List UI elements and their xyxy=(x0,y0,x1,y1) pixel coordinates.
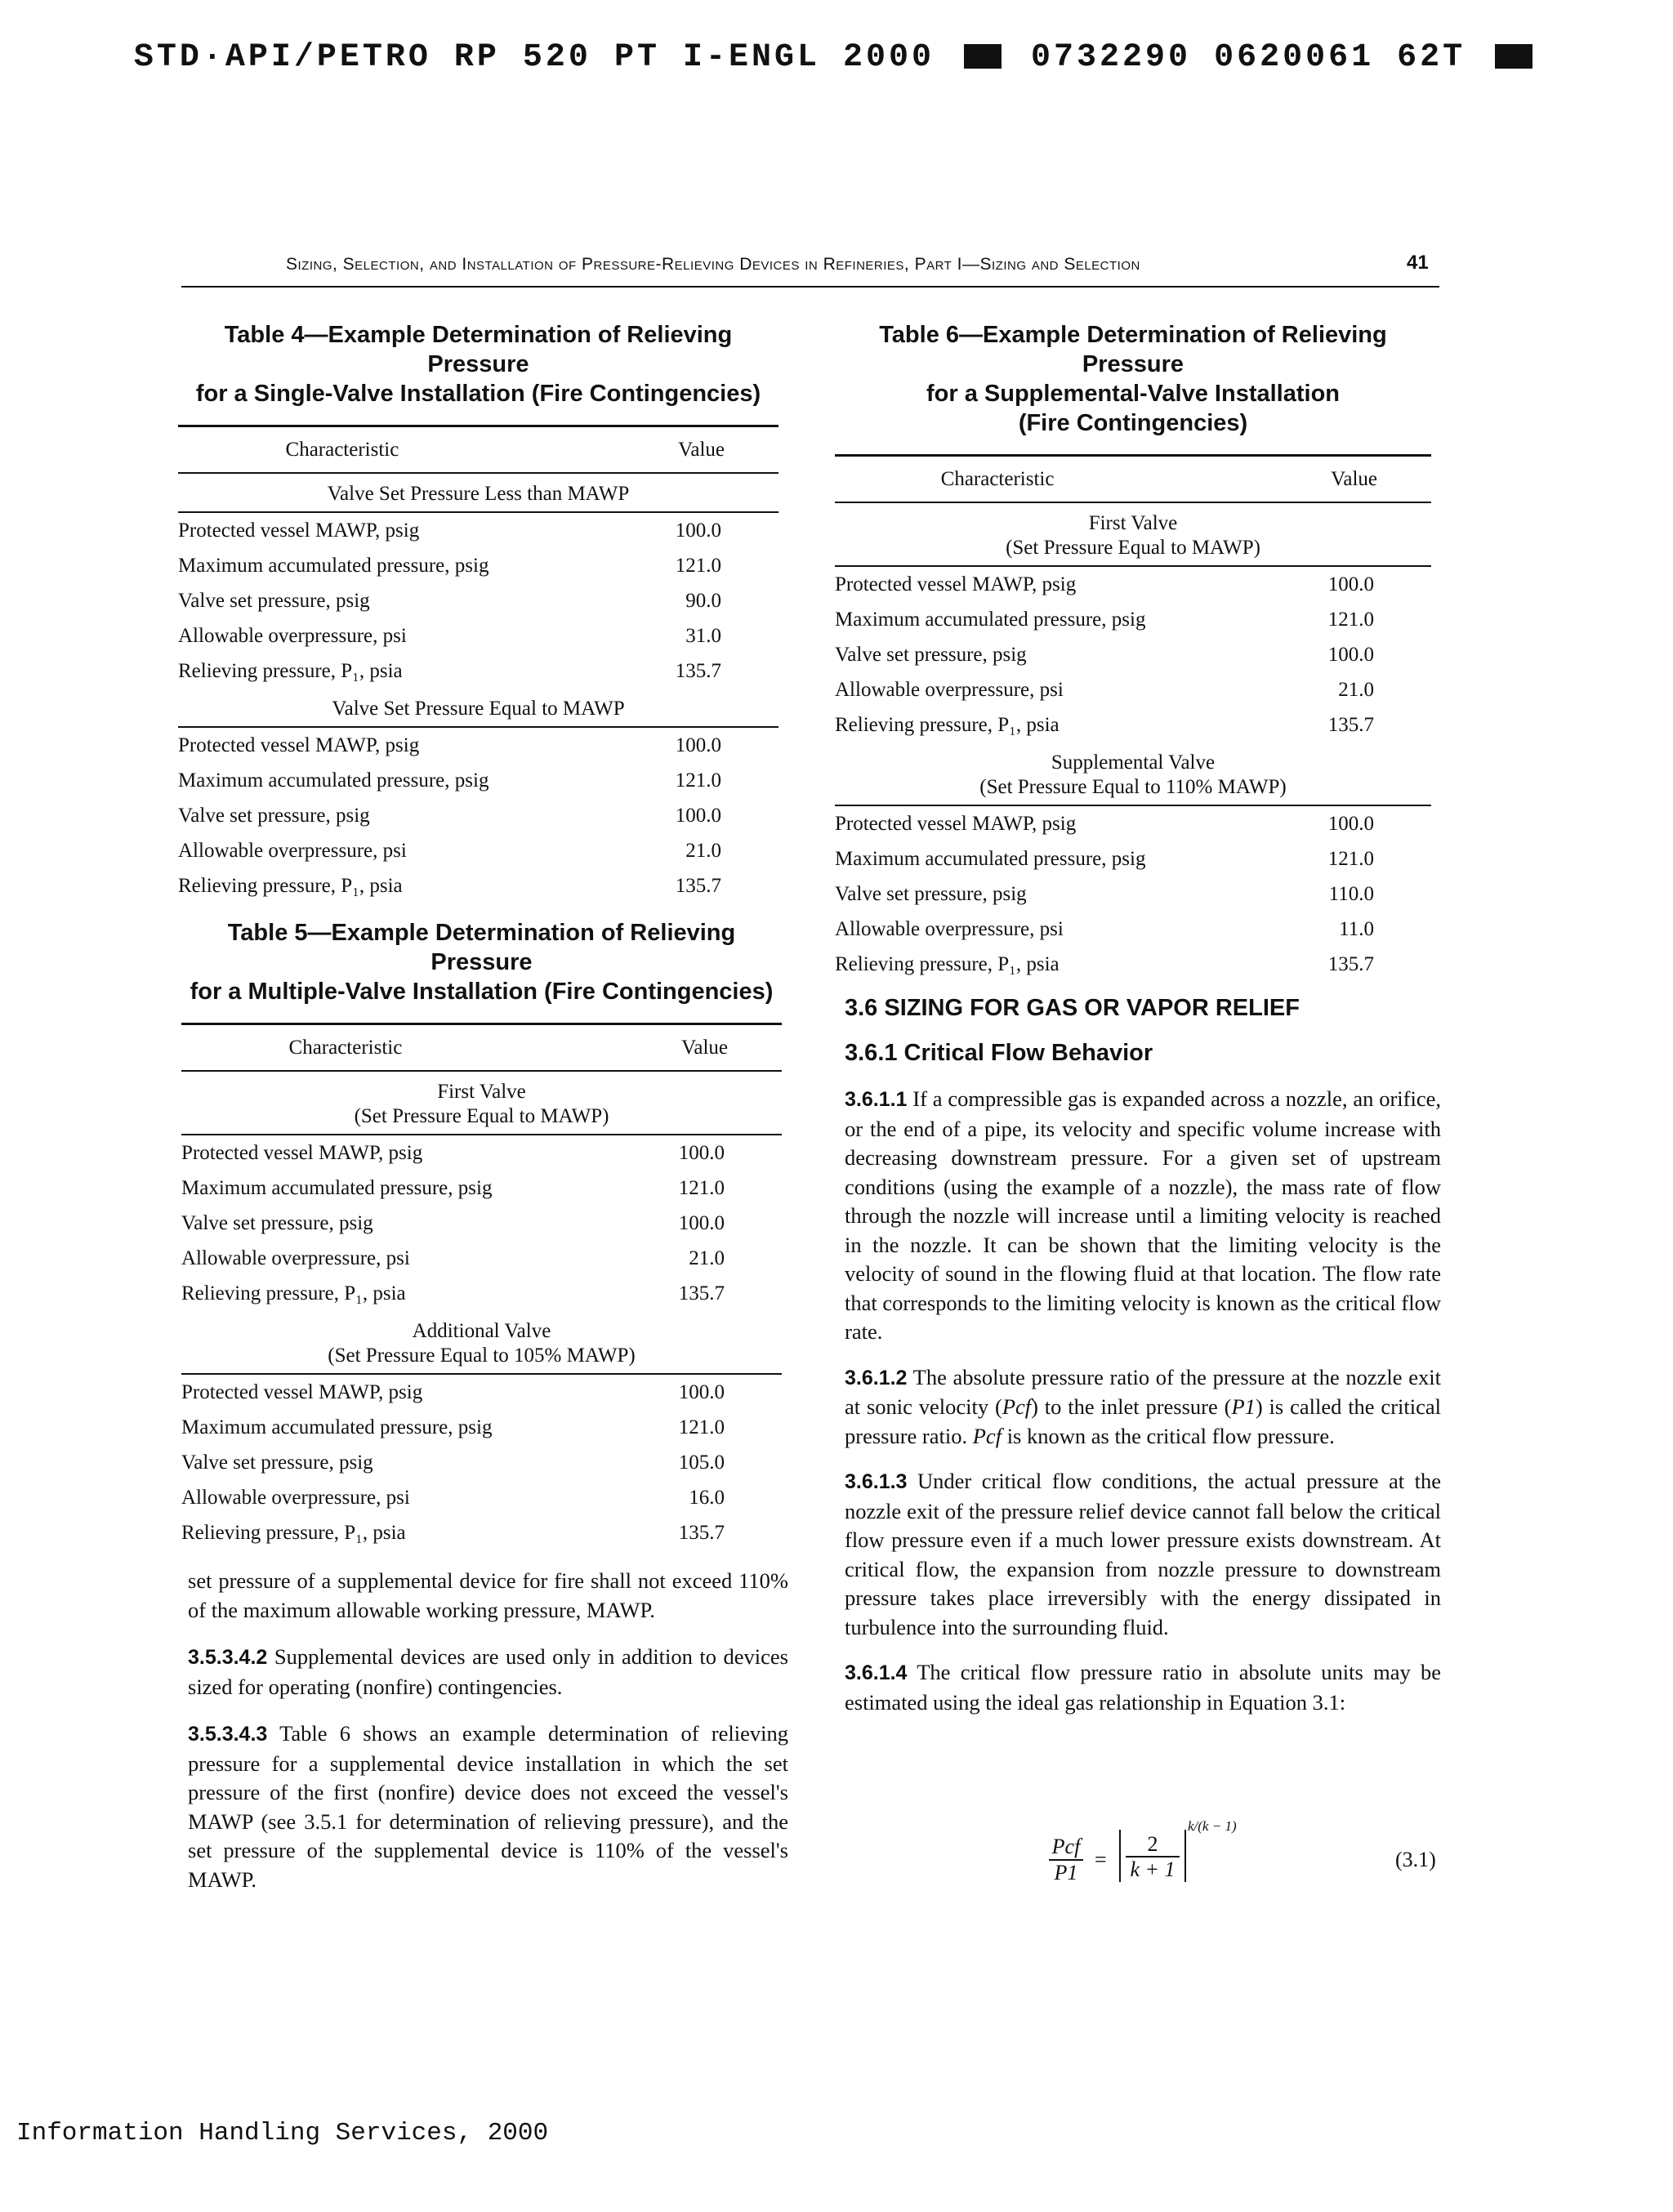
row-value: 135.7 xyxy=(1327,952,1374,975)
table-row xyxy=(835,912,1431,947)
row-value: 110.0 xyxy=(1328,882,1374,905)
row-value: 135.7 xyxy=(678,1521,725,1544)
row-label: Relieving pressure, P₁, psia xyxy=(178,659,403,682)
row-value: 100.0 xyxy=(675,519,721,542)
row-value: 121.0 xyxy=(1327,847,1374,870)
denominator: k + 1 xyxy=(1130,1857,1176,1881)
paragraph-text: Supplemental devices are used only in addition to devices sized for operating (nonfire) contingencies. xyxy=(188,1644,788,1699)
row-value: 11.0 xyxy=(1339,917,1374,940)
table-row xyxy=(835,637,1431,672)
row-label: Maximum accumulated pressure, psig xyxy=(178,554,489,577)
table-row xyxy=(835,707,1431,743)
row-value: 121.0 xyxy=(675,769,721,792)
table-row xyxy=(181,1374,782,1410)
paragraph-text: Under critical flow conditions, the actual pressure at the nozzle exit of the pressure relief device cannot fall below the critical flow pressure even if a much lower pressure exists downstream. At critical flow, the expansion from nozzle pressure to downstream pressure takes place irreversibly with the energy dissipated in turbulence into the surrounding fluid. xyxy=(845,1469,1441,1639)
section-title-line: First Valve xyxy=(437,1081,526,1103)
row-value: 105.0 xyxy=(678,1451,725,1474)
row-label: Maximum accumulated pressure, psig xyxy=(835,847,1146,870)
table-row xyxy=(178,653,779,689)
table-row xyxy=(181,1480,782,1515)
page-number: 41 xyxy=(1407,252,1429,274)
row-value: 100.0 xyxy=(678,1211,725,1234)
row-label: Protected vessel MAWP, psig xyxy=(181,1380,423,1403)
caption-line: (Fire Contingencies) xyxy=(1018,410,1248,436)
table-row xyxy=(178,583,779,618)
column-header: Characteristic xyxy=(178,426,629,474)
table-row xyxy=(181,1410,782,1445)
paragraph xyxy=(188,1719,788,1894)
row-label: Protected vessel MAWP, psig xyxy=(835,812,1077,835)
row-value: 135.7 xyxy=(675,659,721,682)
caption-line: for a Supplemental-Valve Installation xyxy=(926,381,1340,407)
table-6-caption xyxy=(835,320,1431,438)
paragraph-number: 3.5.3.4.2 xyxy=(188,1646,268,1669)
table-5-caption xyxy=(181,918,782,1006)
section-title-row xyxy=(181,1311,782,1374)
row-value: 100.0 xyxy=(678,1380,725,1403)
paragraph-text: Table 6 shows an example determination of relieving pressure for a supplemental device installation in which the set pressure of the first (nonfire) device does not exceed the vessel's MAWP (see 3.5.1 for determination of relieving pressure), and the set pressure of the supplemental device is 110% of the vessel's MAWP. xyxy=(188,1721,788,1892)
table-row xyxy=(835,566,1431,602)
row-value: 100.0 xyxy=(675,804,721,827)
variable-p1: P1 xyxy=(1231,1394,1256,1419)
table-row xyxy=(835,602,1431,637)
section-title-line: (Set Pressure Equal to 105% MAWP) xyxy=(328,1345,636,1367)
section-title xyxy=(835,502,1431,566)
row-value: 121.0 xyxy=(675,554,721,577)
variable-pcf: Pcf xyxy=(972,1423,1002,1448)
table-row xyxy=(835,947,1431,982)
header-rule xyxy=(181,286,1439,288)
row-value: 121.0 xyxy=(678,1416,725,1438)
paragraph xyxy=(845,1363,1441,1452)
table-header-row xyxy=(178,426,779,474)
row-label: Maximum accumulated pressure, psig xyxy=(835,608,1146,631)
row-label: Relieving pressure, P₁, psia xyxy=(181,1521,406,1544)
caption-line: Table 5—Example Determination of Relieving Pressure xyxy=(227,920,736,975)
equation-number: (3.1) xyxy=(1395,1848,1436,1871)
black-mark xyxy=(1495,44,1532,69)
table-row xyxy=(181,1206,782,1241)
table-4-caption xyxy=(178,320,779,408)
paragraph-number: 3.6.1.1 xyxy=(845,1088,908,1111)
table-row xyxy=(178,763,779,798)
row-label: Allowable overpressure, psi xyxy=(178,624,407,647)
row-label: Protected vessel MAWP, psig xyxy=(181,1141,423,1164)
equation-3-1 xyxy=(1049,1818,1294,1892)
table-row xyxy=(181,1171,782,1206)
row-label: Allowable overpressure, psi xyxy=(835,678,1064,701)
row-label: Valve set pressure, psig xyxy=(178,589,370,612)
row-label: Valve set pressure, psig xyxy=(835,882,1027,905)
exponent: k/(k − 1) xyxy=(1188,1818,1237,1834)
row-value: 16.0 xyxy=(689,1486,725,1509)
denominator: P1 xyxy=(1054,1861,1078,1884)
row-label: Allowable overpressure, psi xyxy=(181,1486,410,1509)
row-value: 121.0 xyxy=(1327,608,1374,631)
footer-text: Information Handling Services, 2000 xyxy=(16,2119,549,2147)
paragraph-text: ) is called the critical pressure ratio. xyxy=(845,1394,1441,1448)
row-label: Maximum accumulated pressure, psig xyxy=(181,1416,493,1438)
table-row xyxy=(835,672,1431,707)
table-row xyxy=(181,1445,782,1480)
document-code-header xyxy=(0,39,1673,76)
table-row xyxy=(835,841,1431,876)
paragraph: set pressure of a supplemental device for fire shall not exceed 110% of the maximum allowable working pressure, MAWP. xyxy=(188,1568,788,1622)
left-column-text xyxy=(188,1567,788,1894)
table-row xyxy=(181,1135,782,1171)
table-5 xyxy=(181,918,782,1550)
row-value: 135.7 xyxy=(675,874,721,897)
section-title-row xyxy=(835,502,1431,566)
caption-line: for a Single-Valve Installation (Fire Contingencies) xyxy=(195,381,761,407)
equals-sign: = xyxy=(1095,1848,1107,1871)
row-value: 135.7 xyxy=(678,1282,725,1304)
table-row xyxy=(178,833,779,868)
section-title: Valve Set Pressure Equal to MAWP xyxy=(178,689,779,727)
section-title-line: Supplemental Valve xyxy=(1051,751,1216,774)
section-title xyxy=(835,743,1431,805)
column-header: Characteristic xyxy=(835,456,1283,503)
fraction-left xyxy=(1049,1835,1083,1885)
running-title: Sizing, Selection, and Installation of Pressure-Relieving Devices in Refineries, Part I—Sizing and Selection xyxy=(286,255,1140,274)
row-label: Relieving pressure, P₁, psia xyxy=(181,1282,406,1304)
row-label: Maximum accumulated pressure, psig xyxy=(181,1176,493,1199)
variable-pcf: Pcf xyxy=(1002,1394,1032,1419)
table-row xyxy=(178,727,779,763)
table-row xyxy=(178,548,779,583)
row-label: Valve set pressure, psig xyxy=(181,1451,373,1474)
section-title-line: (Set Pressure Equal to MAWP) xyxy=(354,1105,609,1127)
table-5-grid xyxy=(181,1023,782,1550)
right-column-text xyxy=(845,995,1441,1717)
section-title-row xyxy=(181,1071,782,1135)
standard-code: 0732290 0620061 62T xyxy=(1031,39,1466,76)
table-row xyxy=(178,618,779,653)
row-value: 31.0 xyxy=(685,624,721,647)
row-label: Allowable overpressure, psi xyxy=(835,917,1064,940)
section-title-line: Additional Valve xyxy=(412,1320,551,1342)
section-title xyxy=(181,1311,782,1374)
section-title-row xyxy=(835,743,1431,805)
section-title-row xyxy=(178,689,779,727)
section-title xyxy=(181,1071,782,1135)
row-label: Relieving pressure, P₁, psia xyxy=(178,874,403,897)
section-title-line: First Valve xyxy=(1088,512,1178,534)
paragraph-text: ) to the inlet pressure ( xyxy=(1031,1394,1232,1419)
paragraph xyxy=(845,1467,1441,1642)
paragraph-text: The critical flow pressure ratio in absolute units may be estimated using the ideal gas relationship in Equation 3.1: xyxy=(845,1660,1441,1715)
table-header-row xyxy=(835,456,1431,503)
row-label: Valve set pressure, psig xyxy=(835,643,1027,666)
table-header-row xyxy=(181,1024,782,1072)
table-row xyxy=(181,1241,782,1276)
table-row xyxy=(178,868,779,903)
column-header: Value xyxy=(632,1024,782,1072)
paragraph-text: If a compressible gas is expanded across a nozzle, an orifice, or the end of a pipe, its velocity and specific volume increase with decreasing downstream pressure. For a given set of upstream conditions (using the example of a nozzle), the mass rate of flow through the nozzle will increase until a limiting velocity is reached in the nozzle. It can be shown that the limiting velocity is the velocity of sound in the flowing fluid at that location. The flow rate that corresponds to the limiting velocity is known as the critical flow rate. xyxy=(845,1086,1441,1344)
column-header: Value xyxy=(629,426,779,474)
subsection-heading: 3.6.1 Critical Flow Behavior xyxy=(845,1040,1153,1066)
row-value: 100.0 xyxy=(1327,573,1374,595)
section-title-row xyxy=(178,473,779,512)
black-mark xyxy=(964,44,1002,69)
paragraph-number: 3.6.1.2 xyxy=(845,1366,908,1389)
row-value: 21.0 xyxy=(689,1246,725,1269)
row-label: Protected vessel MAWP, psig xyxy=(835,573,1077,595)
paragraph-number: 3.6.1.3 xyxy=(845,1470,908,1493)
paragraph-number: 3.6.1.4 xyxy=(845,1661,908,1684)
paragraph-text: The absolute pressure ratio of the pressure at the nozzle exit at sonic velocity ( xyxy=(845,1364,1441,1419)
row-label: Relieving pressure, P₁, psia xyxy=(835,952,1060,975)
row-label: Maximum accumulated pressure, psig xyxy=(178,769,489,792)
row-value: 135.7 xyxy=(1327,713,1374,736)
paragraph-number: 3.5.3.4.3 xyxy=(188,1723,268,1746)
row-label: Valve set pressure, psig xyxy=(178,804,370,827)
caption-line: Table 4—Example Determination of Relieving Pressure xyxy=(224,322,733,377)
row-value: 90.0 xyxy=(685,589,721,612)
row-label: Protected vessel MAWP, psig xyxy=(178,519,420,542)
row-value: 21.0 xyxy=(685,839,721,862)
paragraph xyxy=(845,1085,1441,1347)
bracket xyxy=(1119,1830,1186,1882)
caption-line: for a Multiple-Valve Installation (Fire Contingencies) xyxy=(190,979,774,1005)
paragraph xyxy=(845,1658,1441,1717)
row-label: Allowable overpressure, psi xyxy=(181,1246,410,1269)
row-value: 100.0 xyxy=(675,734,721,756)
table-row xyxy=(178,512,779,548)
table-row xyxy=(835,876,1431,912)
paragraph xyxy=(188,1643,788,1701)
table-row xyxy=(181,1515,782,1550)
row-label: Allowable overpressure, psi xyxy=(178,839,407,862)
row-label: Valve set pressure, psig xyxy=(181,1211,373,1234)
table-4 xyxy=(178,320,779,903)
paragraph-text: is known as the critical flow pressure. xyxy=(1006,1423,1335,1448)
table-row xyxy=(835,805,1431,841)
column-header: Characteristic xyxy=(181,1024,632,1072)
section-title: Valve Set Pressure Less than MAWP xyxy=(178,473,779,512)
table-6-grid xyxy=(835,454,1431,982)
section-heading: 3.6 SIZING FOR GAS OR VAPOR RELIEF xyxy=(845,995,1300,1021)
section-title-line: (Set Pressure Equal to 110% MAWP) xyxy=(979,776,1287,798)
section-title-line: (Set Pressure Equal to MAWP) xyxy=(1006,537,1260,559)
table-row xyxy=(181,1276,782,1311)
numerator: 2 xyxy=(1126,1833,1180,1857)
row-label: Protected vessel MAWP, psig xyxy=(178,734,420,756)
row-value: 100.0 xyxy=(1327,812,1374,835)
row-label: Relieving pressure, P₁, psia xyxy=(835,713,1060,736)
row-value: 21.0 xyxy=(1338,678,1374,701)
row-value: 121.0 xyxy=(678,1176,725,1199)
numerator: Pcf xyxy=(1049,1835,1083,1861)
caption-line: Table 6—Example Determination of Relieving Pressure xyxy=(879,322,1387,377)
standard-id: STD·API/PETRO RP 520 PT I-ENGL 2000 xyxy=(133,39,935,76)
table-4-grid xyxy=(178,425,779,903)
row-value: 100.0 xyxy=(678,1141,725,1164)
column-header: Value xyxy=(1283,456,1431,503)
row-value: 100.0 xyxy=(1327,643,1374,666)
table-row xyxy=(178,798,779,833)
table-6 xyxy=(835,320,1431,982)
